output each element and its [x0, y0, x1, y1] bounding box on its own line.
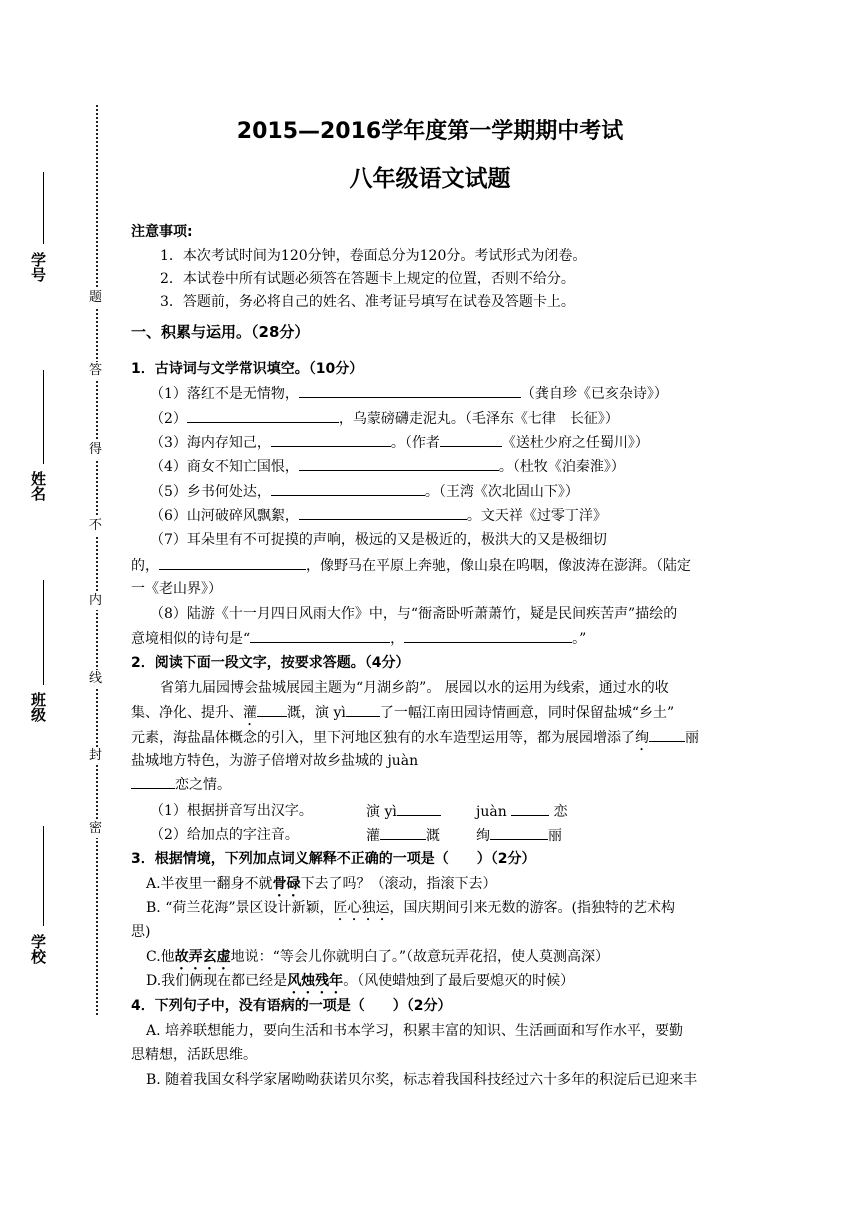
q1-line-3: （3）海内存知己， 。（作者 《送杜少府之任蜀川》）: [150, 432, 750, 453]
q3-option-d: D.我们俩现在都已经是风烛残年。（风使蜡烛到了最后要熄灭的时候）: [146, 973, 575, 989]
seal-dotted-line: [96, 105, 98, 1015]
answer-blank[interactable]: [397, 801, 441, 816]
answer-blank[interactable]: [250, 628, 390, 643]
q3-option-a: A.半夜里一翻身不就骨碌下去了吗？（滚动，指滚下去）: [146, 876, 497, 892]
answer-blank[interactable]: [440, 432, 502, 447]
answer-blank[interactable]: [649, 727, 685, 742]
seal-char: 不: [89, 518, 103, 533]
q3-option-b: B. “荷兰花海”景区设计新颖，匠心独运，国庆期间引来无数的游客。(指独特的艺术构: [146, 900, 675, 916]
school-label: 学校: [29, 934, 47, 964]
class-label: 班级: [29, 692, 47, 722]
q2-sub-1: （1）根据拼音写出汉字。 演 yì juàn 恋: [150, 803, 568, 820]
q2-sub-2: （2）给加点的字注音。 灌 溉 绚 丽: [150, 827, 562, 844]
q2-passage: 省第九届园博会盐城展园主题为“月湖乡韵”。 展园以水的运用为线索，通过水的收: [160, 680, 669, 696]
q2-passage: 集、净化、提升、灌 溉，演 yì 了一幅江南田园诗情画意，同时保留盐城“乡土”: [131, 702, 731, 729]
answer-blank[interactable]: [299, 383, 521, 398]
seal-char: 封: [89, 748, 103, 763]
answer-blank[interactable]: [159, 555, 306, 570]
notice-heading: 注意事项:: [131, 224, 193, 240]
q3-option-b-cont: 思): [131, 924, 151, 940]
q1-line-7-end: 一《老山界》）: [131, 581, 222, 597]
seal-char: 密: [89, 821, 103, 836]
q1-line-2: （2） ，乌蒙磅礴走泥丸。（毛泽东《七律 长征》）: [150, 408, 750, 429]
q4-option-a-cont: 思精想，活跃思维。: [131, 1047, 257, 1063]
name-field: [43, 370, 44, 464]
answer-blank[interactable]: [271, 481, 425, 496]
class-field: [43, 580, 44, 685]
q2-passage: 恋之情。: [131, 774, 731, 795]
answer-blank[interactable]: [271, 432, 391, 447]
q1-line-6: （6）山河破碎风飘絮， 。文天祥《过零丁洋》: [150, 505, 750, 526]
q1-line-8-cont: 意境相似的诗句是“ ， 。”: [131, 628, 731, 649]
q4-option-a: A. 培养联想能力，要向生活和书本学习，积累丰富的知识、生活画面和写作水平，要勤: [146, 1023, 684, 1039]
seal-char: 内: [89, 593, 103, 608]
answer-blank[interactable]: [490, 825, 548, 840]
student-id-label: 学号: [29, 252, 47, 282]
answer-blank[interactable]: [404, 628, 572, 643]
answer-blank[interactable]: [299, 505, 467, 520]
section-heading: 一、积累与运用。（28分）: [131, 323, 310, 341]
seal-char: 线: [89, 671, 103, 686]
school-field: [43, 826, 44, 926]
q2-passage: 元素，海盐晶体概念的引入，里下河地区独有的水车造型运用等，都为展园增添了绚 丽: [131, 727, 731, 754]
notice-item: 3．答题前，务必将自己的姓名、准考证号填写在试卷及答题卡上。: [160, 294, 575, 310]
q1-line-1: （1）落红不是无情物， （龚自珍《已亥杂诗》）: [150, 383, 750, 404]
seal-char: 题: [89, 290, 103, 305]
answer-blank[interactable]: [346, 702, 380, 717]
answer-blank[interactable]: [380, 825, 426, 840]
name-label: 姓名: [29, 471, 47, 501]
exam-subtitle: 八年级语文试题: [349, 166, 511, 192]
q1-line-7: （7）耳朵里有不可捉摸的声响，极远的又是极近的，极洪大的又是极细切: [150, 532, 607, 548]
answer-blank[interactable]: [299, 456, 499, 471]
question-1-heading: 1．古诗词与文学常识填空。（10分）: [131, 361, 364, 377]
q1-line-8: （8）陆游《十一月四日风雨大作》中，与“衙斋卧听萧萧竹，疑是民间疾苦声”描绘的: [150, 606, 678, 622]
q1-line-5: （5）乡书何处达， 。（王湾《次北固山下》）: [150, 481, 750, 502]
notice-item: 1．本次考试时间为120分钟，卷面总分为120分。考试形式为闭卷。: [160, 248, 587, 264]
question-3-heading: 3．根据情境，下列加点词义解释不正确的一项是（ ）（2分）: [131, 851, 536, 867]
answer-blank[interactable]: [511, 801, 549, 816]
q2-passage: 盐城地方特色，为游子倍增对故乡盐城的 juàn: [131, 753, 419, 769]
q3-option-c: C.他故弄玄虚地说：“等会儿你就明白了。”（故意玩弄花招，使人莫测高深）: [146, 949, 609, 965]
q1-line-7-cont: 的， ，像野马在平原上奔驰，像山泉在呜咽，像波涛在澎湃。（陆定: [131, 555, 731, 576]
question-2-heading: 2．阅读下面一段文字，按要求答题。（4分）: [131, 655, 410, 671]
q4-option-b: B. 随着我国女科学家屠呦呦获诺贝尔奖，标志着我国科技经过六十多年的积淀后已迎来丰: [146, 1072, 698, 1088]
q1-line-4: （4）商女不知亡国恨， 。（杜牧《泊秦淮》）: [150, 456, 750, 477]
answer-blank[interactable]: [257, 702, 287, 717]
seal-char: 答: [89, 363, 103, 378]
notice-item: 2．本试卷中所有试题必须答在答题卡上规定的位置，否则不给分。: [160, 271, 575, 287]
exam-title: 2015—2016学年度第一学期期中考试: [236, 119, 624, 144]
answer-blank[interactable]: [131, 774, 175, 789]
seal-char: 得: [89, 442, 103, 457]
question-4-heading: 4．下列句子中，没有语病的一项是（ ）（2分）: [131, 998, 452, 1014]
answer-blank[interactable]: [187, 408, 339, 423]
